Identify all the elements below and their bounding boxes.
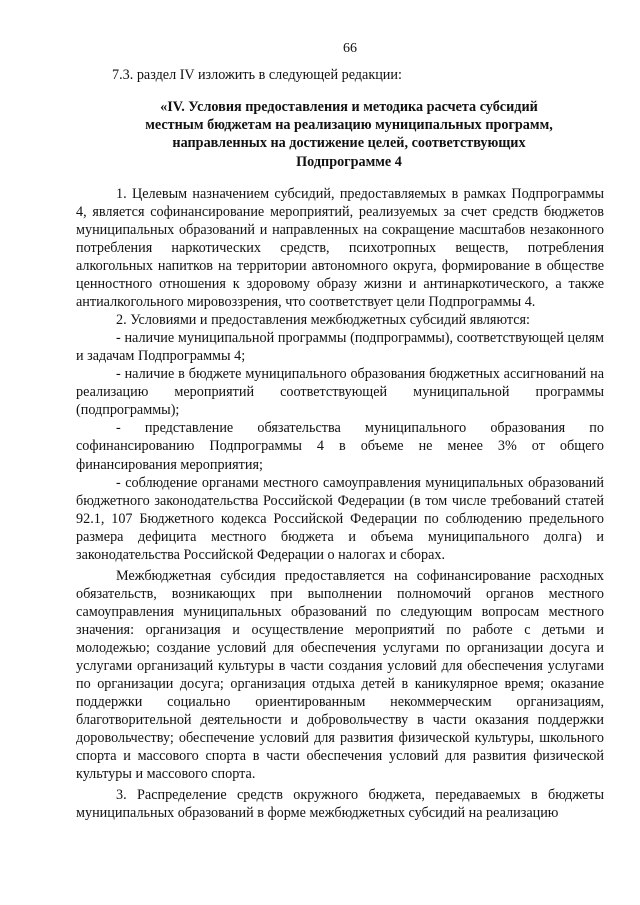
paragraph-distribution: 3. Распределение средств окружного бюджета, передаваемых в бюджеты муниципальных образований в форме межбюджетных субсидий на реализацию (76, 787, 604, 822)
section-title-line: Подпрограмме 4 (296, 153, 402, 170)
condition-item: - наличие муниципальной программы (подпрограммы), соответствующей целям и задачам Подпрограммы 4; (76, 330, 604, 365)
section-title-line: направленных на достижение целей, соответствующих (172, 135, 526, 152)
paragraph-conditions-heading: 2. Условиями и предоставления межбюджетных субсидий являются: (116, 312, 530, 329)
paragraph-goal: 1. Целевым назначением субсидий, предоставляемых в рамках Подпрограммы 4, является софинансирование мероприятий, реализуемых за счет средств бюджетов муниципальных образований и направленных на сокращение масштабов незаконного потребления наркотических средств, психотропных веществ, потребления алкогольных напитков на территории автономного округа, формирование в обществе ценностного отношения к здоровому образу жизни и антинаркотического, а также антиалкогольного мировоззрения, что соответствует цели Подпрограммы 4. (76, 185, 604, 311)
page-number: 66 (343, 41, 357, 56)
section-title (76, 98, 604, 171)
section-title-line: местным бюджетам на реализацию муниципальных программ, (145, 117, 553, 134)
condition-item: - представление обязательства муниципального образования по софинансированию Подпрограммы 4 в объеме не менее 3% от общего финансирования мероприятия; (76, 420, 604, 473)
condition-item: - соблюдение органами местного самоуправления муниципальных образований бюджетного законодательства Российской Федерации (в том числе требований статей 92.1, 107 Бюджетного кодекса Российской Федерации по соблюдению предельного размера дефицита местного бюджета и объема муниципального долга) и законодательства Российской Федерации о налогах и сборах. (76, 474, 604, 563)
section-title-line: «IV. Условия предоставления и методика расчета субсидий (160, 99, 538, 115)
condition-item: - наличие в бюджете муниципального образования бюджетных ассигнований на реализацию мероприятий соответствующей муниципальной программы (подпрограммы); (76, 366, 604, 419)
intro-line: 7.3. раздел IV изложить в следующей редакции: (112, 67, 402, 83)
paragraph-subsidy-purpose: Межбюджетная субсидия предоставляется на софинансирование расходных обязательств, возникающих при выполнении полномочий органов местного самоуправления муниципальных образований по следующим вопросам местного значения: организация и осуществление мероприятий по работе с детьми и молодежью; создание условий для обеспечения услугами по организации досуга и услугами организаций культуры в части создания условий для обеспечения услугами по организации досуга; организация отдыха детей в каникулярное время; оказание поддержки социально ориентированным некоммерческим организациям, благотворительной деятельности и добровольчеству в части оказания поддержки доровольчеству; обеспечение условий для развития физической культуры, школьного спорта и массового спорта в части обеспечения условий для развития физической культуры и массового спорта. (76, 567, 604, 783)
